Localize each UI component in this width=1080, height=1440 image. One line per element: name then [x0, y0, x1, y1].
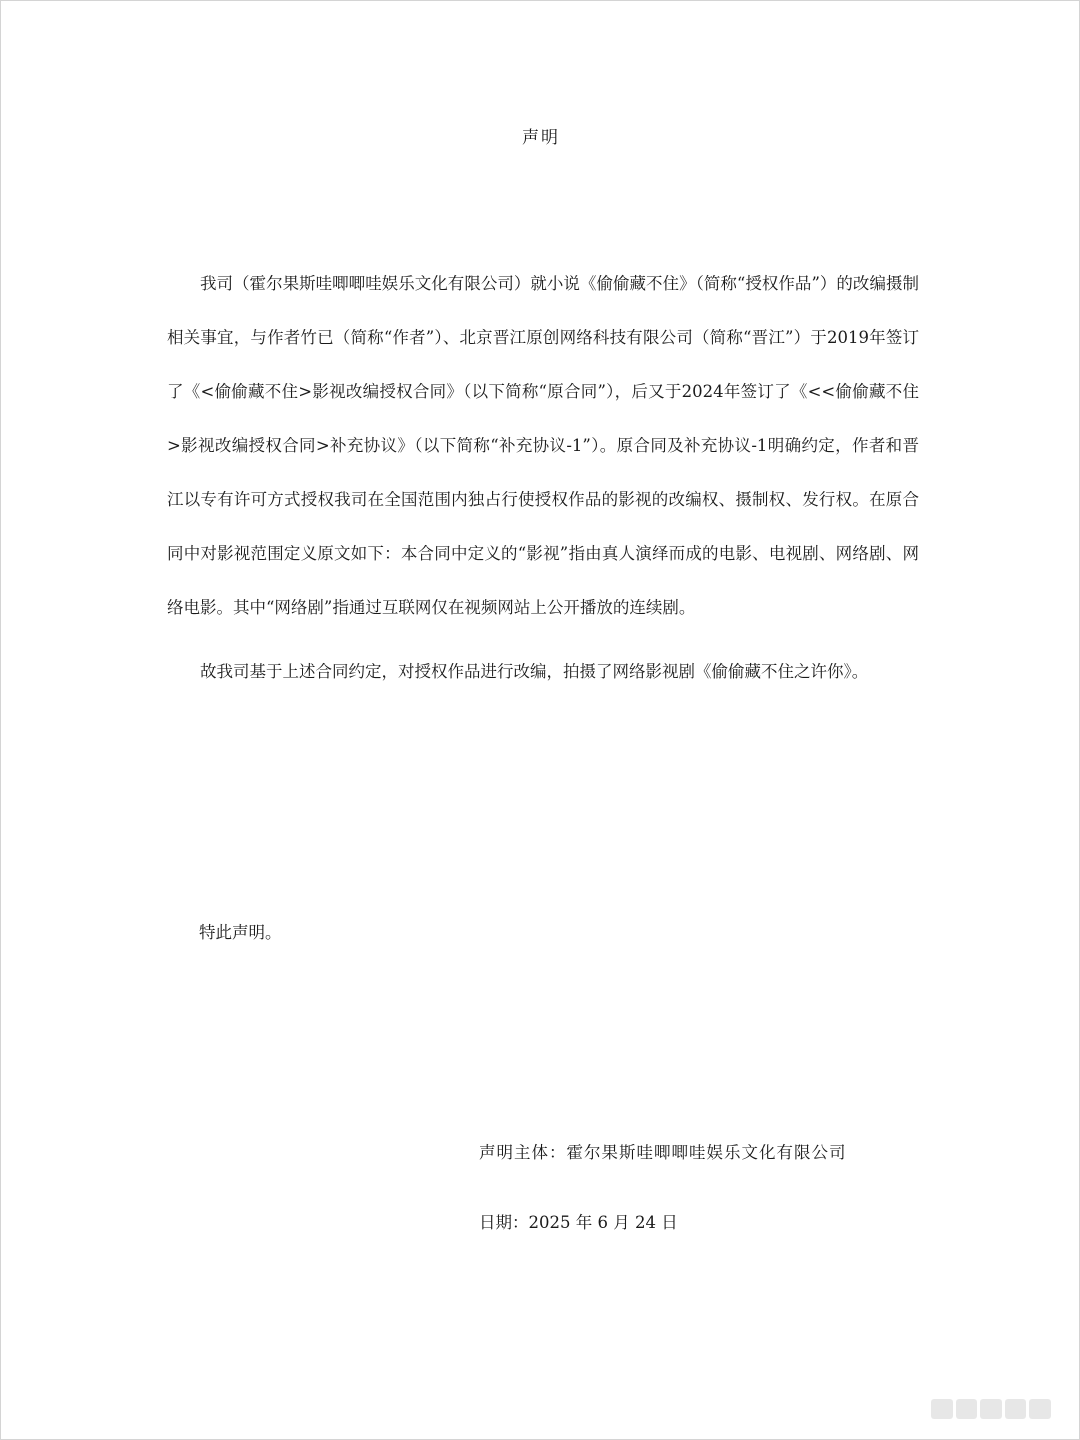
watermark-icon: [931, 1399, 1051, 1419]
document-title: 声明: [522, 128, 560, 148]
signatory-entity: 声明主体：霍尔果斯哇唧唧哇娱乐文化有限公司: [479, 1143, 847, 1162]
paragraph-contract-background: 我司（霍尔果斯哇唧唧哇娱乐文化有限公司）就小说《偷偷藏不住》（简称“授权作品”）的改编摄制相关事宜，与作者竹已（简称“作者”）、北京晋江原创网络科技有限公司（简称“晋江”）于2019年签订了《<偷偷藏不住>影视改编授权合同》（以下简称“原合同”），后又于2024年签订了《<<偷偷藏不住>影视改编授权合同>补充协议》（以下简称“补充协议-1”）。原合同及补充协议-1明确约定，作者和晋江以专有许可方式授权我司在全国范围内独占行使授权作品的影视的改编权、摄制权、发行权。在原合同中对影视范围定义原文如下：本合同中定义的“影视”指由真人演绎而成的电影、电视剧、网络剧、网络电影。其中“网络剧”指通过互联网仅在视频网站上公开播放的连续剧。: [167, 274, 919, 617]
document-body: [167, 257, 919, 699]
paragraph-adaptation: 故我司基于上述合同约定，对授权作品进行改编，拍摄了网络影视剧《偷偷藏不住之许你》。: [200, 662, 869, 681]
closing-statement: 特此声明。: [199, 923, 282, 942]
signature-date: 日期：2025 年 6 月 24 日: [479, 1213, 678, 1232]
